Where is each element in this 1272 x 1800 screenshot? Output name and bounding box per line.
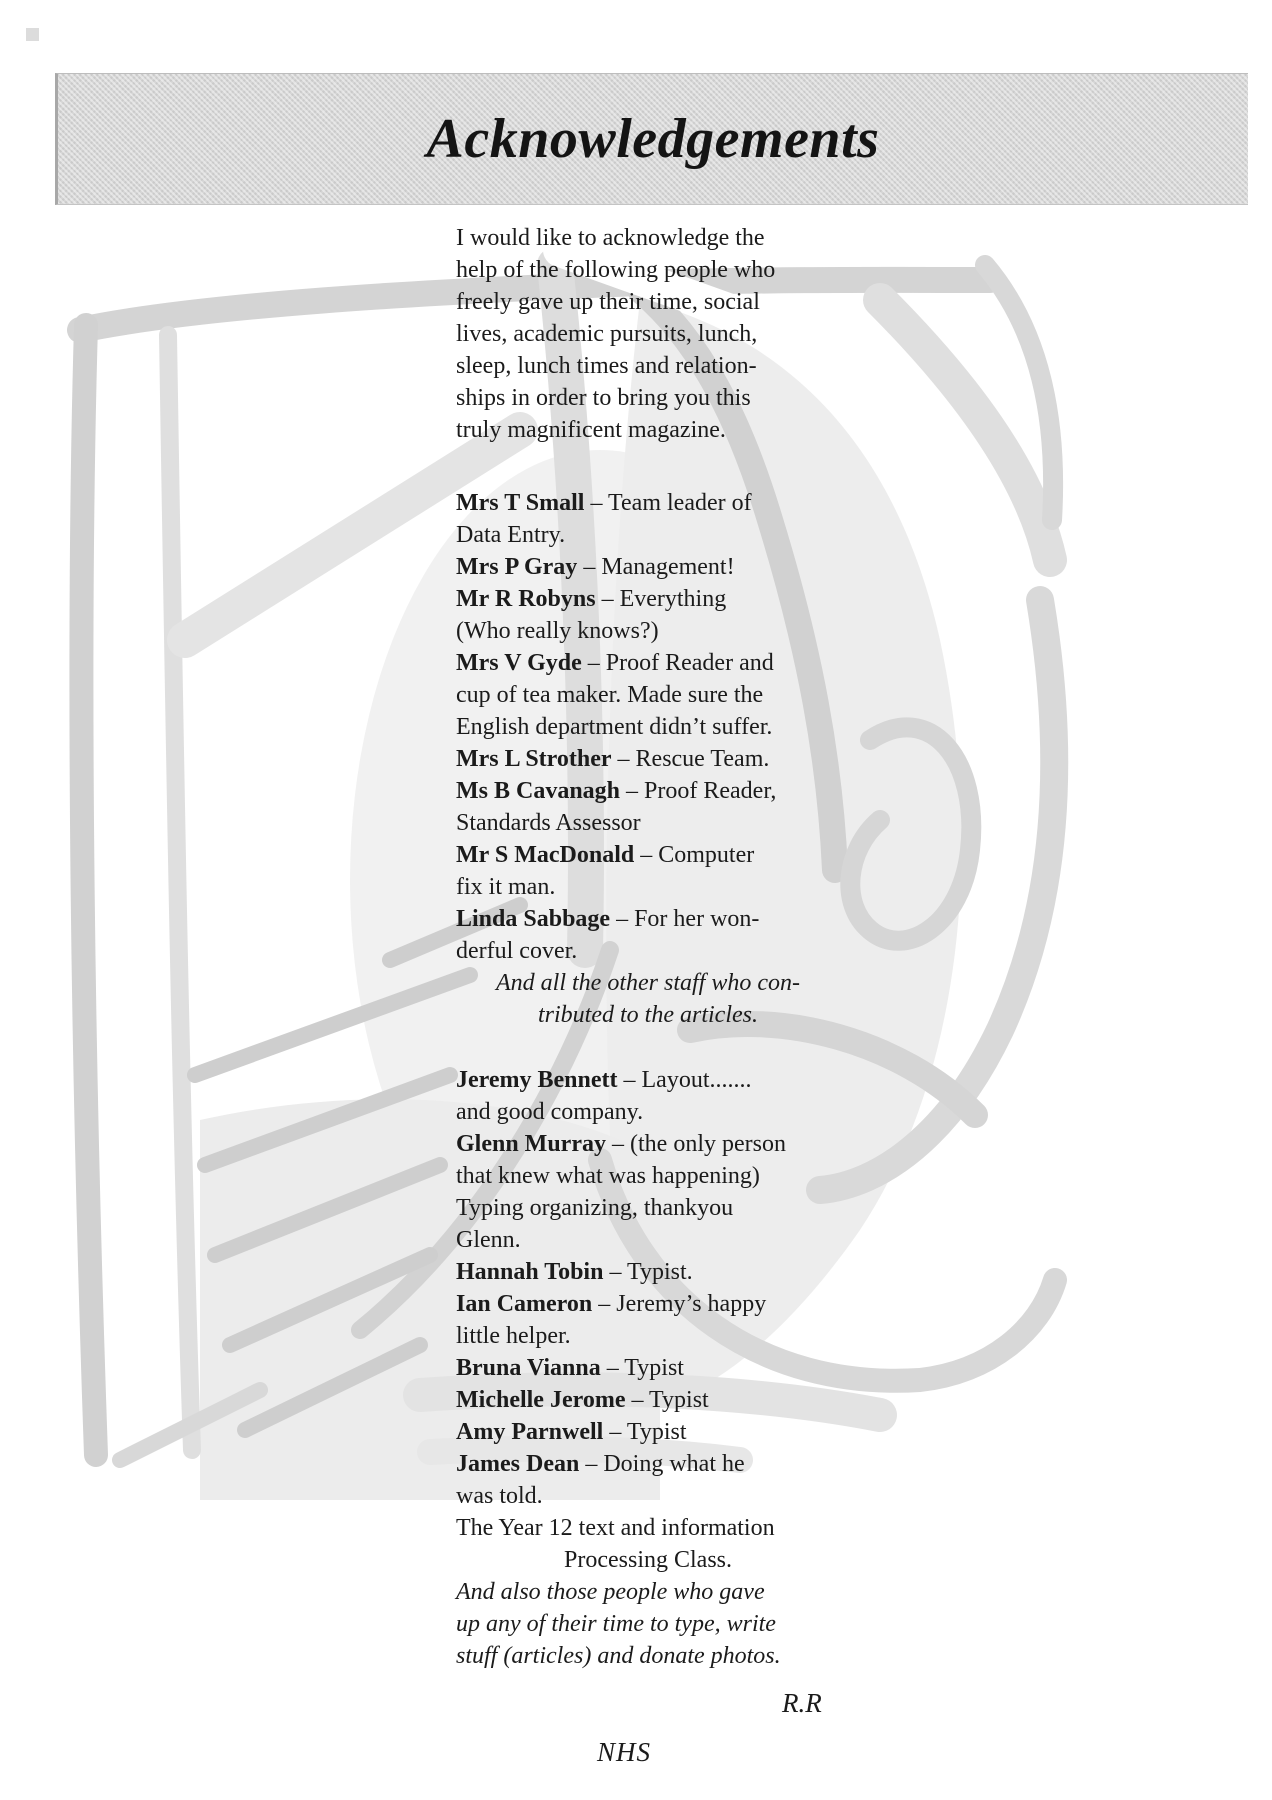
text-line (456, 807, 840, 839)
text-line (456, 1576, 840, 1608)
text-segment: – Rescue Team. (611, 746, 770, 772)
text-segment: I would like to acknowledge the (456, 225, 765, 251)
text-line (456, 318, 840, 350)
text-line (456, 286, 840, 318)
person-name: Glenn Murray (456, 1131, 606, 1157)
text-line (456, 1192, 840, 1224)
text-line (456, 583, 840, 615)
text-line (456, 1608, 840, 1640)
text-line (456, 1320, 840, 1352)
text-line (456, 999, 840, 1031)
text-line (456, 1256, 840, 1288)
person-name: Jeremy Bennett (456, 1067, 618, 1093)
text-line (456, 743, 840, 775)
person-name: Mrs V Gyde (456, 650, 582, 676)
title-banner (55, 73, 1248, 205)
text-line (456, 382, 840, 414)
text-segment: – Doing what he (579, 1451, 745, 1477)
text-segment: – (the only person (606, 1131, 786, 1157)
text-segment: lives, academic pursuits, lunch, (456, 321, 758, 347)
person-name: Mr S MacDonald (456, 842, 635, 868)
text-segment: that knew what was happening) (456, 1163, 760, 1189)
text-segment: little helper. (456, 1323, 571, 1349)
text-segment: – For her won- (610, 906, 760, 932)
text-segment: – Computer (634, 842, 755, 868)
text-line (456, 1544, 840, 1576)
text-segment: Processing Class. (564, 1547, 732, 1573)
text-segment: – Everything (595, 586, 727, 612)
text-segment: The Year 12 text and information (456, 1515, 775, 1541)
text-line (456, 711, 840, 743)
text-line (456, 775, 840, 807)
text-line (456, 1416, 840, 1448)
text-line (456, 1480, 840, 1512)
text-line (456, 1352, 840, 1384)
text-line (456, 1096, 840, 1128)
text-segment: truly magnificent magazine. (456, 417, 726, 443)
text-block-students (456, 1064, 840, 1672)
text-segment: cup of tea maker. Made sure the (456, 682, 764, 708)
scan-corner-mark (26, 28, 39, 41)
person-name: Mrs T Small (456, 490, 585, 516)
person-name: Hannah Tobin (456, 1259, 604, 1285)
text-segment: Data Entry. (456, 522, 566, 548)
text-segment: derful cover. (456, 938, 578, 964)
text-line (456, 967, 840, 999)
text-segment: – Jeremy’s happy (592, 1291, 767, 1317)
text-line (456, 647, 840, 679)
text-segment: – Typist. (603, 1259, 693, 1285)
text-segment: tributed to the articles. (538, 1002, 758, 1028)
text-line (456, 1160, 840, 1192)
text-line (456, 935, 840, 967)
person-name: Ian Cameron (456, 1291, 593, 1317)
text-segment: Standards Assessor (456, 810, 641, 836)
text-line (456, 1448, 840, 1480)
text-line (456, 1128, 840, 1160)
person-name: Mrs P Gray (456, 554, 578, 580)
page-title: Acknowledgements (426, 108, 880, 170)
text-line (456, 1640, 840, 1672)
text-line (456, 871, 840, 903)
text-segment: Typing organizing, thankyou (456, 1195, 734, 1221)
person-name: Mr R Robyns (456, 586, 596, 612)
person-name: Ms B Cavanagh (456, 778, 621, 804)
text-segment: And also those people who gave (456, 1579, 765, 1605)
text-segment: – Typist (600, 1355, 684, 1381)
text-column (456, 222, 840, 1672)
text-segment: – Proof Reader, (620, 778, 777, 804)
text-segment: stuff (articles) and donate photos. (456, 1643, 781, 1669)
text-segment: (Who really knows?) (456, 618, 659, 644)
text-line (456, 1288, 840, 1320)
text-line (456, 551, 840, 583)
text-segment: – Proof Reader and (581, 650, 774, 676)
text-line (456, 903, 840, 935)
person-name: Mrs L Strother (456, 746, 612, 772)
text-segment: sleep, lunch times and relation- (456, 353, 757, 379)
text-segment: And all the other staff who con- (496, 970, 800, 996)
text-segment: – Team leader of (584, 490, 752, 516)
text-segment: – Layout....... (617, 1067, 752, 1093)
text-block-intro (456, 222, 840, 446)
text-segment: fix it man. (456, 874, 556, 900)
text-segment: up any of their time to type, write (456, 1611, 776, 1637)
text-line (456, 679, 840, 711)
text-segment: help of the following people who (456, 257, 776, 283)
text-segment: – Typist (603, 1419, 687, 1445)
text-line (456, 414, 840, 446)
text-segment: Glenn. (456, 1227, 521, 1253)
text-segment: freely gave up their time, social (456, 289, 760, 315)
text-line (456, 487, 840, 519)
text-line (456, 254, 840, 286)
text-block-staff (456, 487, 840, 1031)
text-line (456, 350, 840, 382)
text-line (456, 1224, 840, 1256)
author-initials: R.R (782, 1688, 822, 1718)
person-name: Linda Sabbage (456, 906, 611, 932)
text-segment: and good company. (456, 1099, 644, 1125)
text-segment: was told. (456, 1483, 543, 1509)
person-name: James Dean (456, 1451, 580, 1477)
text-line (456, 1064, 840, 1096)
text-segment: – Typist (625, 1387, 709, 1413)
person-name: Michelle Jerome (456, 1387, 626, 1413)
person-name: Amy Parnwell (456, 1419, 604, 1445)
text-line (456, 1384, 840, 1416)
text-line (456, 839, 840, 871)
text-line (456, 519, 840, 551)
text-line (456, 222, 840, 254)
text-line (456, 1512, 840, 1544)
text-segment: English department didn’t suffer. (456, 714, 773, 740)
page-footer: NHS (597, 1737, 652, 1767)
text-line (456, 615, 840, 647)
text-segment: ships in order to bring you this (456, 385, 751, 411)
person-name: Bruna Vianna (456, 1355, 601, 1381)
text-segment: – Management! (577, 554, 735, 580)
